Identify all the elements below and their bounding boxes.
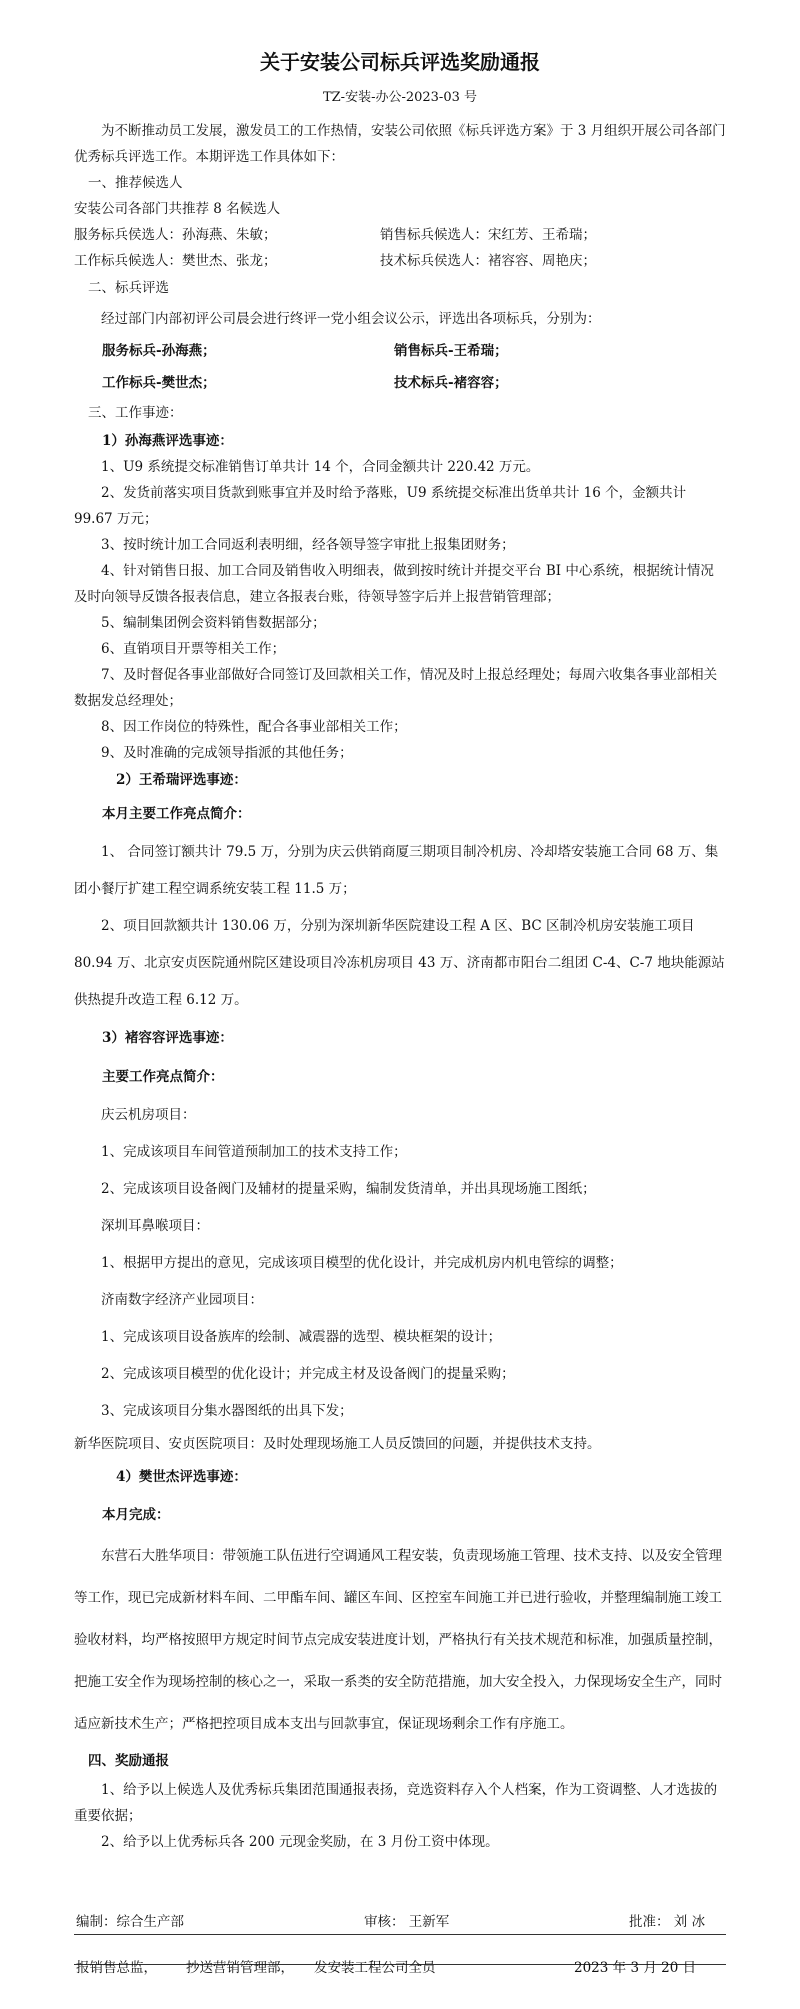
chu-line: 1、根据甲方提出的意见，完成该项目模型的优化设计，并完成机房内机电管综的调整；: [101, 1255, 623, 1271]
chu-line: 1、完成该项目设备族库的绘制、减震器的选型、模块框架的设计；: [101, 1329, 502, 1345]
winner-service: 服务标兵-孙海燕；: [102, 343, 216, 359]
wang-item: 2、项目回款额共计 130.06 万，分别为深圳新华医院建设工程 A 区、BC 区制冷机房安装施工项目 80.94 万、北京安贞医院通州院区建设项目冷冻机房项目 43 万、济南都市阳台二组团 C-4、C-7 地块能源站供热提升改造工程 6.12 万。: [74, 918, 725, 1008]
section-3-heading: 三、工作事迹：: [88, 405, 183, 421]
intro-paragraph: 为不断推动员工发展，激发员工的工作热情，安装公司依照《标兵评选方案》于 3 月组织开展公司各部门优秀标兵评选工作。本期评选工作具体如下：: [74, 123, 726, 165]
chu-line: 2、完成该项目设备阀门及辅材的提量采购，编制发货清单，并出具现场施工图纸；: [101, 1181, 596, 1197]
sun-item: 6、直销项目开票等相关工作；: [101, 641, 286, 657]
document-number: TZ-安装-办公-2023-03 号: [322, 90, 478, 105]
candidate-work: 工作标兵候选人：樊世杰、张龙；: [74, 253, 277, 269]
fan-heading: 4）樊世杰评选事迹：: [116, 1469, 247, 1485]
sun-item: 7、及时督促各事业部做好合同签订及回款相关工作，情况及时上报总经理处；每周六收集各事业部相关数据发总经理处；: [74, 667, 718, 709]
section-2-text: 经过部门内部初评公司晨会进行终评一党小组会议公示，评选出各项标兵，分别为：: [101, 311, 601, 327]
issue-date: 2023 年 3 月 20 日: [574, 1960, 697, 1976]
fan-text: 东营石大胜华项目：带领施工队伍进行空调通风工程安装，负责现场施工管理、技术支持、以及安全管理等工作，现已完成新材料车间、二甲酯车间、罐区车间、区控室车间施工并已进行验收，并整理编制施工竣工验收材料，均严格按照甲方规定时间节点完成安装进度计划，严格执行有关技术规范和标准，加强质量控制，把施工安全作为现场控制的核心之一，采取一系类的安全防范措施，加大安全投入，力保现场安全生产，同时适应新技术生产；严格把控项目成本支出与回款事宜，保证现场剩余工作有序施工。: [74, 1548, 722, 1732]
chu-line: 1、完成该项目车间管道预制加工的技术支持工作；: [101, 1144, 407, 1160]
candidate-row: [74, 248, 726, 274]
approver-label: 批准： 刘 冰: [629, 1914, 706, 1930]
chu-last-line: 新华医院项目、安贞医院项目：及时处理现场施工人员反馈回的问题，并提供技术支持。: [74, 1436, 601, 1452]
sun-item: 1、U9 系统提交标准销售订单共计 14 个，合同金额共计 220.42 万元。: [101, 459, 540, 475]
candidate-sales: 销售标兵候选人：宋红芳、王希瑞；: [380, 227, 596, 243]
chu-line: 2、完成该项目模型的优化设计；并完成主材及设备阀门的提量采购；: [101, 1366, 515, 1382]
sun-item: 4、针对销售日报、加工合同及销售收入明细表，做到按时统计并提交平台 BI 中心系统，根据统计情况及时向领导反馈各报表信息，建立各报表台账，待领导签字后并上报营销管理部；: [74, 563, 714, 605]
candidate-row: [74, 222, 726, 248]
section-1-line: 安装公司各部门共推荐 8 名候选人: [74, 201, 281, 217]
award-item: 2、给予以上优秀标兵各 200 元现金奖励，在 3 月份工资中体现。: [101, 1834, 499, 1850]
report-to: 报销售总监，: [76, 1960, 157, 1976]
cc-to: 抄送营销管理部，: [186, 1960, 294, 1976]
reviewer-label: 审核： 王新军: [364, 1914, 450, 1930]
winner-work: 工作标兵-樊世杰；: [102, 375, 216, 391]
award-item: 1、给予以上候选人及优秀标兵集团范围通报表扬，竞选资料存入个人档案，作为工资调整、人才选拔的重要依据；: [74, 1782, 718, 1824]
sun-item: 2、发货前落实项目货款到账事宜并及时给予落账，U9 系统提交标准出货单共计 16 个，金额共计 99.67 万元；: [74, 485, 687, 527]
chu-line: 3、完成该项目分集水器图纸的出具下发；: [101, 1403, 353, 1419]
sun-item: 8、因工作岗位的特殊性，配合各事业部相关工作；: [101, 719, 407, 735]
sun-heading: 1）孙海燕评选事迹：: [102, 433, 233, 449]
editor-label: 编制：综合生产部: [76, 1914, 184, 1930]
wang-item: 1、 合同签订额共计 79.5 万，分别为庆云供销商厦三期项目制冷机房、冷却塔安装施工合同 68 万、集团小餐厅扩建工程空调系统安装工程 11.5 万；: [74, 844, 719, 897]
chu-line: 庆云机房项目：: [101, 1107, 196, 1123]
section-4-heading: 四、奖励通报: [88, 1753, 169, 1769]
document-title: 关于安装公司标兵评选奖励通报: [260, 50, 540, 74]
send-to: 发安装工程公司全员: [314, 1960, 436, 1976]
sun-item: 3、按时统计加工合同返利表明细，经各领导签字审批上报集团财务；: [101, 537, 515, 553]
document-body: [74, 118, 726, 1855]
chu-subheading: 主要工作亮点简介：: [102, 1069, 224, 1085]
fan-subheading: 本月完成：: [102, 1507, 170, 1523]
signature-line: [74, 1908, 726, 1935]
section-2-heading: 二、标兵评选: [88, 280, 169, 296]
chu-heading: 3）褚容容评选事迹：: [102, 1030, 233, 1046]
winner-row: [74, 335, 726, 367]
wang-heading: 2）王希瑞评选事迹：: [116, 772, 247, 788]
winner-sales: 销售标兵-王希瑞；: [394, 343, 508, 359]
wang-subheading: 本月主要工作亮点简介：: [102, 806, 251, 822]
candidate-service: 服务标兵侯选人：孙海燕、朱敏；: [74, 227, 277, 243]
chu-line: 济南数字经济产业园项目：: [101, 1292, 263, 1308]
sun-item: 5、编制集团例会资料销售数据部分；: [101, 615, 326, 631]
chu-line: 深圳耳鼻喉项目：: [101, 1218, 209, 1234]
distribution-line: [74, 1938, 726, 1976]
section-1-heading: 一、推荐候选人: [88, 175, 183, 191]
winner-tech: 技术标兵-褚容容；: [394, 375, 508, 391]
sun-item: 9、及时准确的完成领导指派的其他任务；: [101, 745, 353, 761]
candidate-tech: 技术标兵侯选人：褚容容、周艳庆；: [380, 253, 596, 269]
winner-row: [74, 367, 726, 399]
